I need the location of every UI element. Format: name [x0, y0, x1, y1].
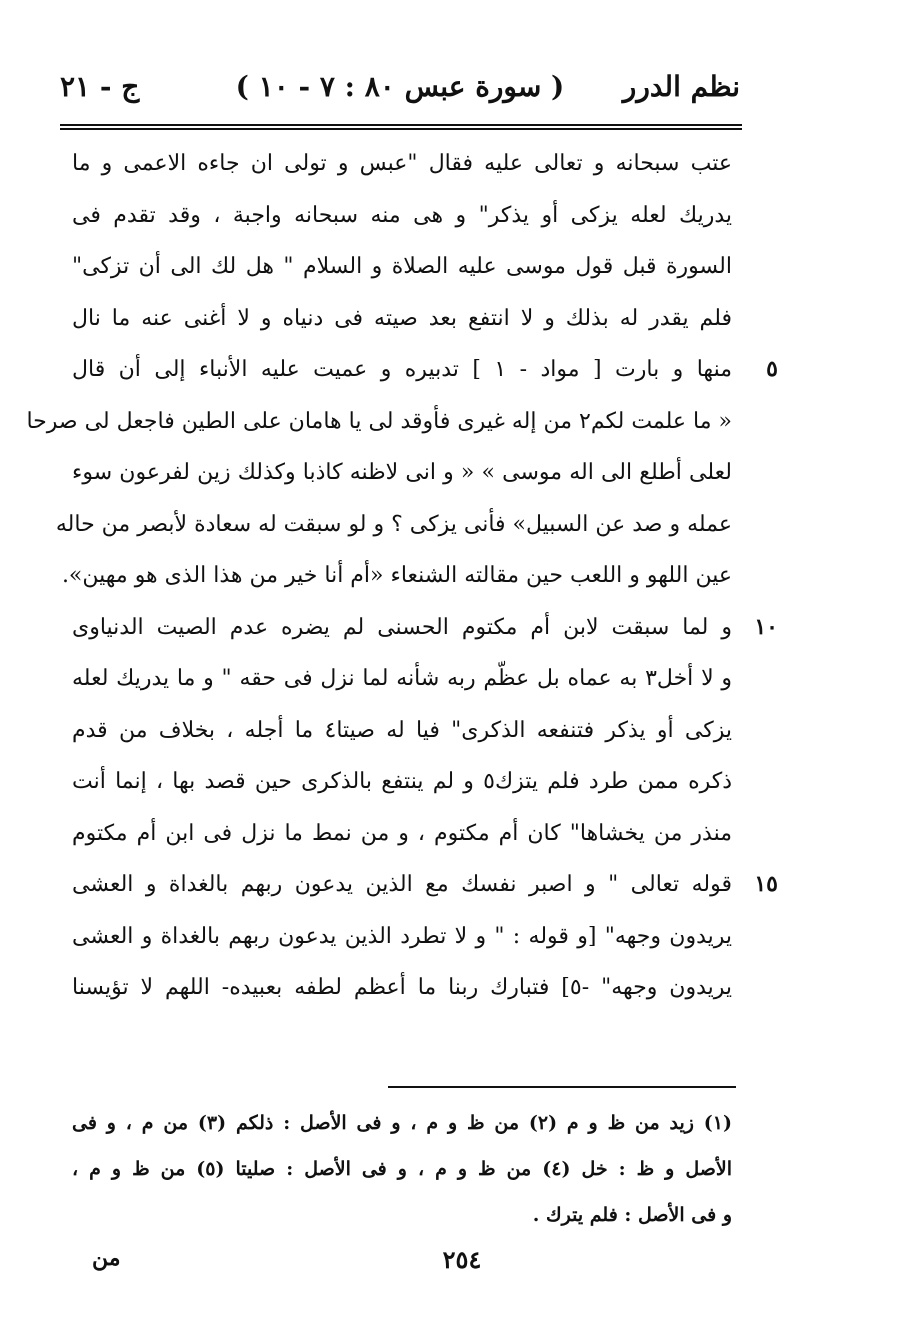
text-line — [72, 138, 732, 190]
line-text: منذر من يخشاها" كان أم مكتوم ، و من نمط ما نزل فى ابن أم مكتوم — [72, 820, 732, 846]
line-text: فلم يقدر له بذلك و لا انتفع بعد صيته فى دنياه و لا أغنى عنه ما نال — [72, 305, 732, 331]
volume-number: ج - ٢١ — [60, 70, 140, 103]
line-text: و لا أخل٣ به عماه بل عظّم ربه شأنه لما نزل فى حقه " و ما يدريك لعله — [72, 666, 733, 691]
text-line — [72, 962, 732, 1014]
line-text: عين اللهو و اللعب حين مقالته الشنعاء «أم أنا خير من هذا الذى هو مهين». — [61, 563, 732, 588]
line-text: منها و بارت [ مواد - ١ ] تدبيره و عميت عليه الأنباء إلى أن قال — [72, 357, 732, 382]
text-line — [72, 705, 732, 757]
line-text: « ما علمت لكم٢ من إله غيرى فأوقد لى يا هامان على الطين فاجعل لى صرحا — [26, 408, 732, 434]
footnote-line: (١) زيد من ظ و م (٢) من ظ و م ، و فى الأصل : ذلكم (٣) من م ، و فى — [72, 1112, 732, 1134]
page-number: ٢٥٤ — [442, 1245, 482, 1274]
line-text: السورة قبل قول موسى عليه الصلاة و السلام " هل لك الى أن تزكى" — [72, 254, 732, 279]
text-line — [72, 602, 778, 654]
catchword: من — [92, 1245, 121, 1271]
line-text: و لما سبقت لابن أم مكتوم الحسنى لم يضره عدم الصيت الدنياوى — [72, 614, 732, 640]
page-header — [60, 70, 740, 120]
line-text: لعلى أطلع الى اله موسى » « و انى لاظنه كاذبا وكذلك زين لفرعون سوء — [72, 460, 732, 485]
text-line — [72, 293, 732, 345]
text-line — [72, 344, 778, 396]
footnote-line: الأصل و ظ : خل (٤) من ظ و م ، و فى الأصل : صليتا (٥) من ظ و م ، — [72, 1158, 732, 1180]
text-line — [72, 447, 732, 499]
text-line — [55, 499, 732, 551]
text-line — [72, 653, 732, 705]
surah-reference: ( سورة عبس ٨٠ : ٧ - ١٠ ) — [235, 70, 565, 103]
text-line — [72, 190, 732, 242]
text-line — [61, 550, 732, 602]
line-text: يدريك لعله يزكى أو يذكر" و هى منه سبحانه واجبة ، وقد تقدم فى — [72, 202, 732, 228]
line-text: يريدون وجهه" -٥] فتبارك ربنا ما أعظم لطفه بعبيده- اللهم لا تؤيسنا — [72, 975, 732, 1000]
text-line — [72, 911, 732, 963]
line-number: ٥ — [766, 356, 778, 382]
line-number: ١٥ — [754, 871, 778, 897]
text-line — [72, 756, 732, 808]
main-text — [26, 138, 778, 1014]
line-text: ذكره ممن طرد فلم يتزك٥ و لم ينتفع بالذكرى حين قصد بها ، إنما أنت — [72, 769, 733, 794]
line-text: يزكى أو يذكر فتنفعه الذكرى" فيا له صيتا٤ ما أجله ، بخلاف من قدم — [72, 717, 732, 743]
footnote-rule — [388, 1086, 736, 1088]
line-number: ١٠ — [754, 613, 778, 640]
text-line — [72, 241, 732, 293]
footnote-line: و فى الأصل : فلم يترك . — [532, 1204, 732, 1226]
line-text: عتب سبحانه و تعالى عليه فقال "عبس و تولى ان جاءه الاعمى و ما — [72, 151, 732, 176]
text-line — [72, 808, 732, 860]
line-text: قوله تعالى " و اصبر نفسك مع الذين يدعون ربهم بالغداة و العشى — [72, 872, 732, 897]
text-line — [72, 859, 778, 911]
footnotes — [72, 1100, 732, 1238]
book-title: نظم الدرر — [622, 70, 740, 103]
line-text: يريدون وجهه" [و قوله : " و لا تطرد الذين يدعون ربهم بالغداة و العشى — [72, 923, 732, 949]
header-rule — [60, 124, 742, 130]
line-text: عمله و صد عن السبيل» فأنى يزكى ؟ و لو سبقت له سعادة لأبصر من حاله — [55, 511, 732, 537]
text-line — [26, 396, 732, 448]
